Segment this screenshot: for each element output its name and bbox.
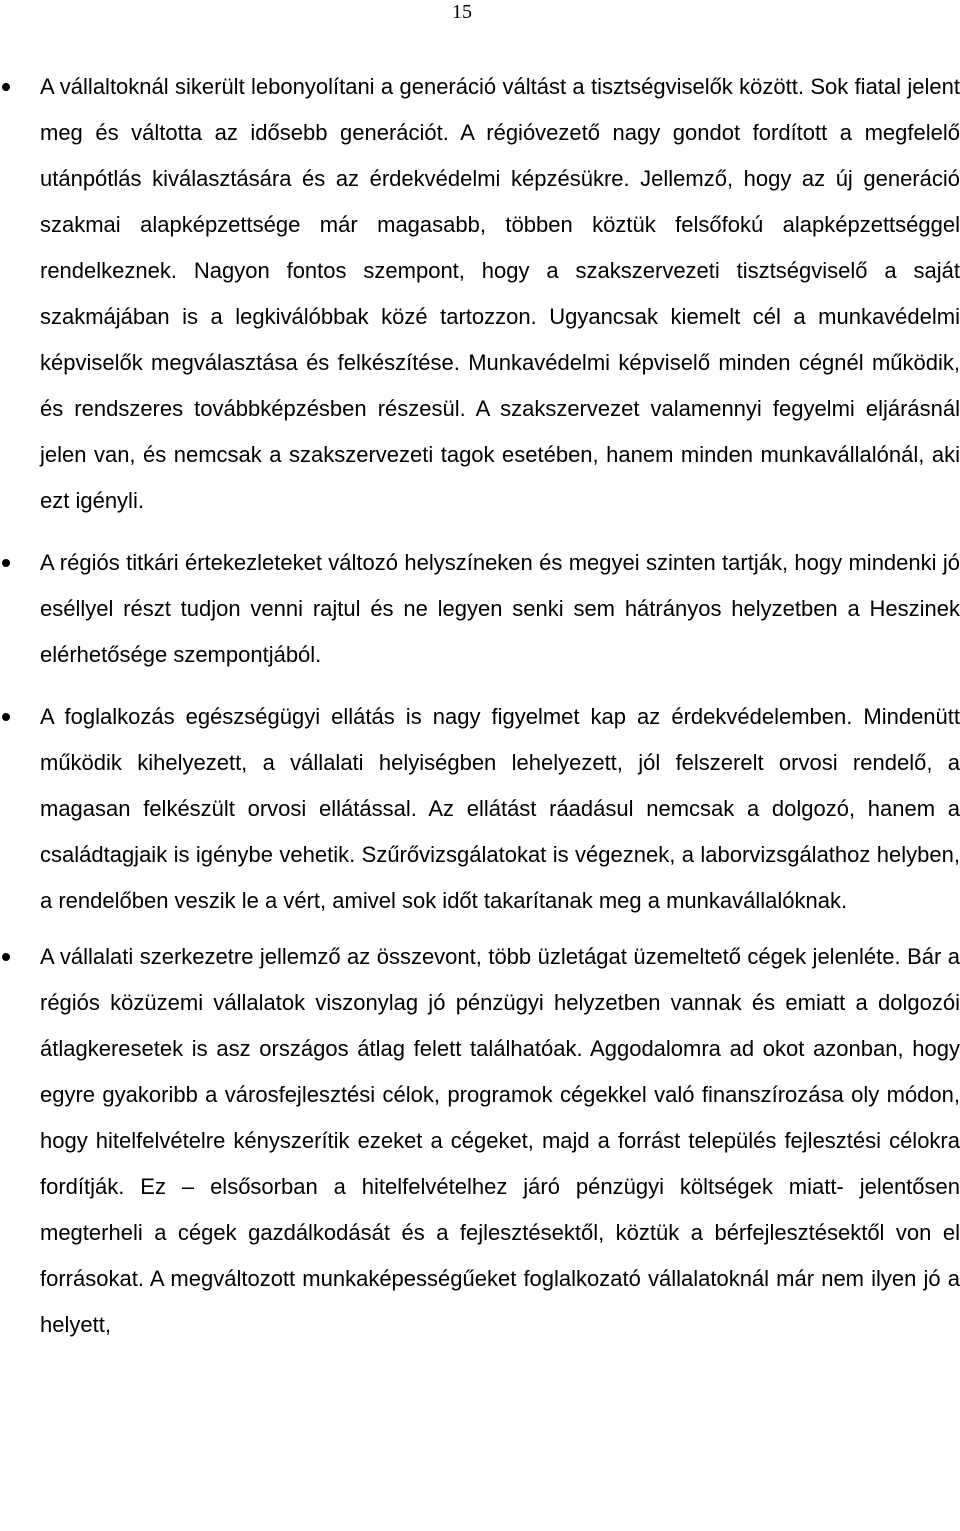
bullet-dot-icon: [2, 713, 10, 721]
bullet-text: A foglalkozás egészségügyi ellátás is nagy figyelmet kap az érdekvédelemben. Mindenütt működik kihelyezett, a vállalati helyiségben lehelyezett, jól felszerelt orvosi rendelő, a magasan felkészült orvosi ellátással. Az ellátást ráadásul nemcsak a dolgozó, hanem a családtagjaik is igénybe vehetik. Szűrővizsgálatokat is végeznek, a laborvizsgálathoz helyben, a rendelőben veszik le a vért, amivel sok időt takarítanak meg a munkavállalóknak.: [40, 704, 960, 913]
bullet-item: [0, 64, 960, 524]
bullet-dot-icon: [2, 83, 10, 91]
bullet-dot-icon: [2, 559, 10, 567]
bullet-item: [0, 540, 960, 678]
page-number: 15: [452, 1, 472, 23]
bullet-text: A régiós titkári értekezleteket változó helyszíneken és megyei szinten tartják, hogy mindenki jó eséllyel részt tudjon venni rajtul és ne legyen senki sem hátrányos helyzetben a Heszinek elérhetősége szempontjából.: [40, 550, 960, 667]
bullet-text: A vállalati szerkezetre jellemző az összevont, több üzletágat üzemeltető cégek jelenléte. Bár a régiós közüzemi vállalatok viszonylag jó pénzügyi helyzetben vannak és emiatt a dolgozói átlagkeresetek is asz országos átlag felett találhatóak. Aggodalomra ad okot azonban, hogy egyre gyakoribb a városfejlesztési célok, programok cégekkel való finanszírozása oly módon, hogy hitelfelvételre kényszerítik ezeket a cégeket, majd a forrást település fejlesztési célokra fordítják. Ez – elsősorban a hitelfelvételhez járó pénzügyi költségek miatt- jelentősen megterheli a cégek gazdálkodását és a fejlesztésektől, köztük a bérfejlesztésektől von el forrásokat. A megváltozott munkaképességűeket foglalkozató vállalatoknál már nem ilyen jó a helyett,: [40, 944, 960, 1337]
bullet-text: A vállaltoknál sikerült lebonyolítani a generáció váltást a tisztségviselők között. Sok fiatal jelent meg és váltotta az idősebb generációt. A régióvezető nagy gondot fordított a megfelelő utánpótlás kiválasztására és az érdekvédelmi képzésükre. Jellemző, hogy az új generáció szakmai alapképzettsége már magasabb, többen köztük felsőfokú alapképzettséggel rendelkeznek. Nagyon fontos szempont, hogy a szakszervezeti tisztségviselő a saját szakmájában is a legkiválóbbak közé tartozzon. Ugyancsak kiemelt cél a munkavédelmi képviselők megválasztása és felkészítése. Munkavédelmi képviselő minden cégnél működik, és rendszeres továbbképzésben részesül. A szakszervezet valamennyi fegyelmi eljárásnál jelen van, és nemcsak a szakszervezeti tagok esetében, hanem minden munkavállalónál, aki ezt igényli.: [40, 74, 960, 513]
bullet-list: [0, 64, 960, 1364]
bullet-dot-icon: [2, 953, 10, 961]
bullet-item: [0, 694, 960, 924]
bullet-item: [0, 934, 960, 1348]
